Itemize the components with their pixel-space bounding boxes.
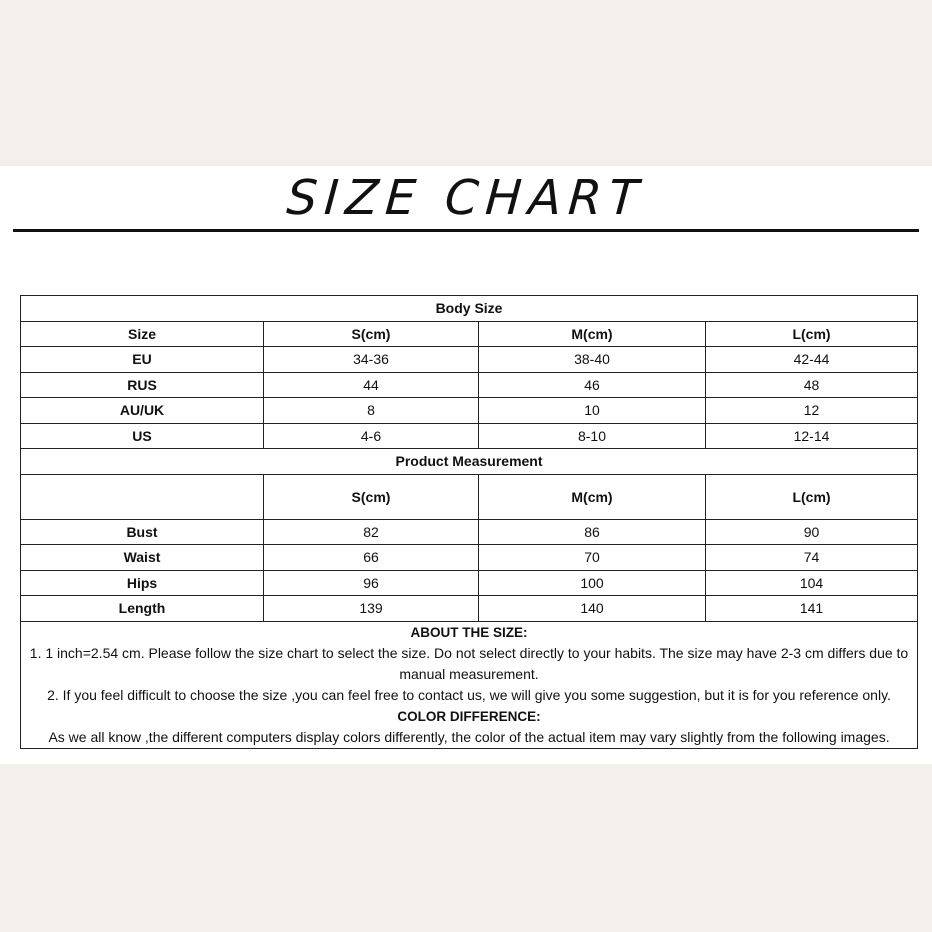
table-cell: 104 bbox=[706, 570, 918, 596]
table-row bbox=[21, 423, 918, 449]
color-difference-note: As we all know ,the different computers display colors differently, the color of the actual item may vary slightly from the following images. bbox=[48, 728, 890, 745]
about-size-heading: ABOUT THE SIZE: bbox=[410, 624, 528, 640]
column-header: L(cm) bbox=[706, 474, 918, 519]
table-row bbox=[21, 398, 918, 424]
table-cell: 86 bbox=[479, 519, 706, 545]
column-header: L(cm) bbox=[706, 321, 918, 347]
color-difference-heading: COLOR DIFFERENCE: bbox=[397, 708, 541, 724]
table-cell: 12 bbox=[706, 398, 918, 424]
table-cell: 8 bbox=[264, 398, 479, 424]
notes-cell bbox=[21, 621, 918, 748]
table-cell: 12-14 bbox=[706, 423, 918, 449]
table-cell: 8-10 bbox=[479, 423, 706, 449]
table-cell: 90 bbox=[706, 519, 918, 545]
notes-row bbox=[21, 621, 918, 748]
body-size-title: Body Size bbox=[21, 296, 918, 322]
row-label: EU bbox=[21, 347, 264, 373]
page-title: SIZE CHART bbox=[284, 170, 648, 226]
body-size-column-row bbox=[21, 321, 918, 347]
table-cell: 38-40 bbox=[479, 347, 706, 373]
table-cell: 141 bbox=[706, 596, 918, 622]
table-cell: 42-44 bbox=[706, 347, 918, 373]
row-label: US bbox=[21, 423, 264, 449]
row-label: Bust bbox=[21, 519, 264, 545]
table-cell: 4-6 bbox=[264, 423, 479, 449]
table-cell: 70 bbox=[479, 545, 706, 571]
row-label: AU/UK bbox=[21, 398, 264, 424]
size-chart-table bbox=[20, 295, 918, 749]
table-row bbox=[21, 372, 918, 398]
row-label: Waist bbox=[21, 545, 264, 571]
table-row bbox=[21, 347, 918, 373]
column-header bbox=[21, 474, 264, 519]
column-header: Size bbox=[21, 321, 264, 347]
table-cell: 44 bbox=[264, 372, 479, 398]
table-cell: 100 bbox=[479, 570, 706, 596]
table-cell: 48 bbox=[706, 372, 918, 398]
product-measurement-column-row bbox=[21, 474, 918, 519]
table-cell: 66 bbox=[264, 545, 479, 571]
table-cell: 10 bbox=[479, 398, 706, 424]
about-size-note-2: 2. If you feel difficult to choose the size ,you can feel free to contact us, we will give you some suggestion, but it is for you reference only. bbox=[47, 686, 891, 703]
size-chart-sheet bbox=[0, 166, 932, 764]
column-header: S(cm) bbox=[264, 321, 479, 347]
body-size-header-row bbox=[21, 296, 918, 322]
table-row bbox=[21, 519, 918, 545]
table-cell: 82 bbox=[264, 519, 479, 545]
table-cell: 139 bbox=[264, 596, 479, 622]
table-cell: 74 bbox=[706, 545, 918, 571]
title-divider bbox=[13, 229, 919, 232]
column-header: M(cm) bbox=[479, 321, 706, 347]
column-header: M(cm) bbox=[479, 474, 706, 519]
table-cell: 140 bbox=[479, 596, 706, 622]
row-label: RUS bbox=[21, 372, 264, 398]
product-measurement-title: Product Measurement bbox=[21, 449, 918, 475]
table-row bbox=[21, 596, 918, 622]
table-row bbox=[21, 545, 918, 571]
table-cell: 34-36 bbox=[264, 347, 479, 373]
product-measurement-header-row bbox=[21, 449, 918, 475]
about-size-note-1: 1. 1 inch=2.54 cm. Please follow the size chart to select the size. Do not select directly to your habits. The size may have 2-3 cm differs due to manual measurement. bbox=[29, 644, 909, 682]
column-header: S(cm) bbox=[264, 474, 479, 519]
table-cell: 46 bbox=[479, 372, 706, 398]
row-label: Hips bbox=[21, 570, 264, 596]
row-label: Length bbox=[21, 596, 264, 622]
table-cell: 96 bbox=[264, 570, 479, 596]
table-row bbox=[21, 570, 918, 596]
